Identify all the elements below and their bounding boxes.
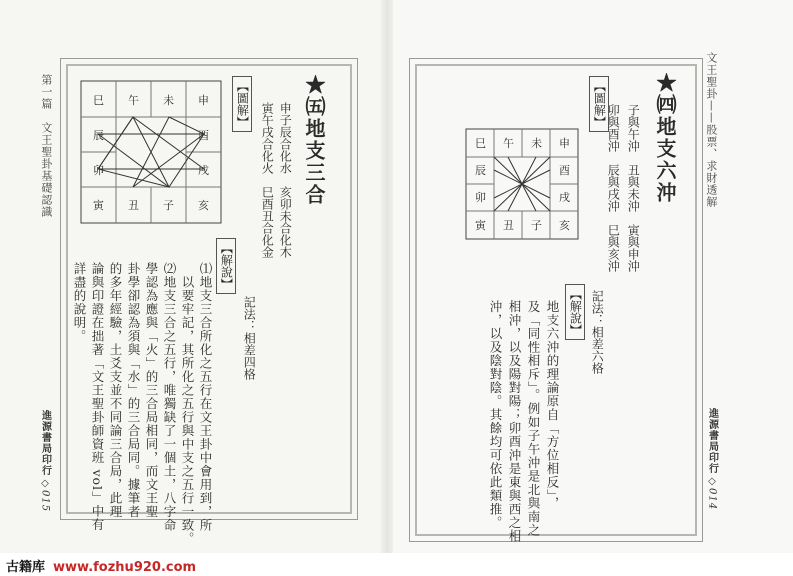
six-branch-chou: 丑 <box>503 219 514 232</box>
right-section-title: ★㈣地支六沖 <box>653 72 677 204</box>
six-branch-mao: 卯 <box>475 191 486 204</box>
branch-si: 巳 <box>93 94 104 107</box>
branch-shen: 申 <box>198 94 209 107</box>
six-branch-shen: 申 <box>559 137 570 150</box>
site-name: 古籍库 <box>6 560 46 575</box>
left-combo-line-2: 寅午戌合化火 巳酉丑合化金 <box>260 102 275 258</box>
branch-mao: 卯 <box>93 164 104 177</box>
left-body-line-1: ⑴地支三合所化之五行在文王卦中會用到，所 <box>198 262 213 532</box>
six-branch-wei: 未 <box>531 137 542 150</box>
six-branch-chen: 辰 <box>475 164 486 177</box>
branch-wu: 午 <box>128 94 139 107</box>
book-header: 文王聖卦——股票、求財透解 <box>704 52 718 208</box>
site-url[interactable]: www.fozhu920.com <box>53 560 197 575</box>
right-clash-line-1: 子與午沖 丑與未沖 寅與申沖 <box>626 104 641 272</box>
right-memo: 記法：相差六格 <box>590 290 605 374</box>
left-body-line-7: 論與印證在拙著「文王聖卦師資班 vol」中有 <box>90 262 105 532</box>
right-body-line-2: 及「同性相斥」。例如子午沖是北與南之 <box>526 300 541 537</box>
right-page <box>393 0 793 553</box>
book-spine <box>380 0 394 553</box>
left-body-line-3: ⑵地支三合之五行，唯獨缺了一個土，八字命 <box>162 262 177 532</box>
six-branch-hai: 亥 <box>559 219 570 232</box>
right-body-line-4: 沖，以及陰對陰。其餘均可依此類推。 <box>488 300 503 530</box>
branch-chou: 丑 <box>128 199 139 212</box>
left-body-line-4: 學認為應與「火」的三合局相同，而文王聖 <box>144 262 159 519</box>
right-publisher: 進源書局印行 <box>706 408 718 474</box>
branch-zi: 子 <box>163 199 174 212</box>
branch-you: 酉 <box>198 129 209 142</box>
six-branch-wu: 午 <box>503 137 514 150</box>
branch-yin: 寅 <box>93 199 104 212</box>
six-branch-xu: 戌 <box>559 191 570 204</box>
six-branch-si: 巳 <box>475 137 486 150</box>
right-diagram-label: 【圖解】 <box>589 76 609 132</box>
left-body-line-8: 詳盡的說明。 <box>72 262 87 343</box>
right-explain-label: 【解說】 <box>565 284 585 340</box>
six-branch-zi: 子 <box>531 219 542 232</box>
six-branch-yin: 寅 <box>475 219 486 232</box>
left-body-line-5: 卦學卻認為須與「水」的三合局同。據筆者 <box>126 262 141 519</box>
right-branch-diagram <box>465 128 579 240</box>
right-body-line-3: 相沖，以及陽對陽；卯酉沖是東與西之相 <box>507 300 522 543</box>
left-memo: 記法：相差四格 <box>242 296 257 380</box>
left-body-line-6: 的多年經驗，土爻支並不同論三合局，此理 <box>108 262 123 519</box>
branch-chen: 辰 <box>93 129 104 142</box>
branch-xu: 戌 <box>198 164 209 177</box>
branch-hai: 亥 <box>198 199 209 212</box>
left-publisher: 進源書局印行 <box>39 410 51 476</box>
branch-wei: 未 <box>163 94 174 107</box>
left-branch-diagram <box>80 80 222 224</box>
left-body-line-2: 以要牢記，其所化之五行與中支之五行一致。 <box>180 262 195 546</box>
left-page-number: ◇015 <box>39 478 51 513</box>
six-branch-you: 酉 <box>559 164 570 177</box>
left-explain-label: 【解說】 <box>216 238 236 294</box>
left-page <box>0 0 393 553</box>
watermark-text <box>6 556 196 575</box>
right-page-number: ◇014 <box>706 476 718 511</box>
left-section-title: ★㈤地支三合 <box>302 74 326 206</box>
right-body-line-1: 地支六沖的理論原自「方位相反」， <box>545 300 560 510</box>
right-clash-line-2: 卯與酉沖 辰與戌沖 巳與亥沖 <box>606 104 621 272</box>
chapter-title: 第一篇 文王聖卦基礎認識 <box>39 74 53 218</box>
watermark-footer <box>0 553 793 576</box>
left-diagram-label: 【圖解】 <box>232 76 252 132</box>
left-combo-line-1: 申子辰合化水 亥卯未合化木 <box>278 102 293 258</box>
